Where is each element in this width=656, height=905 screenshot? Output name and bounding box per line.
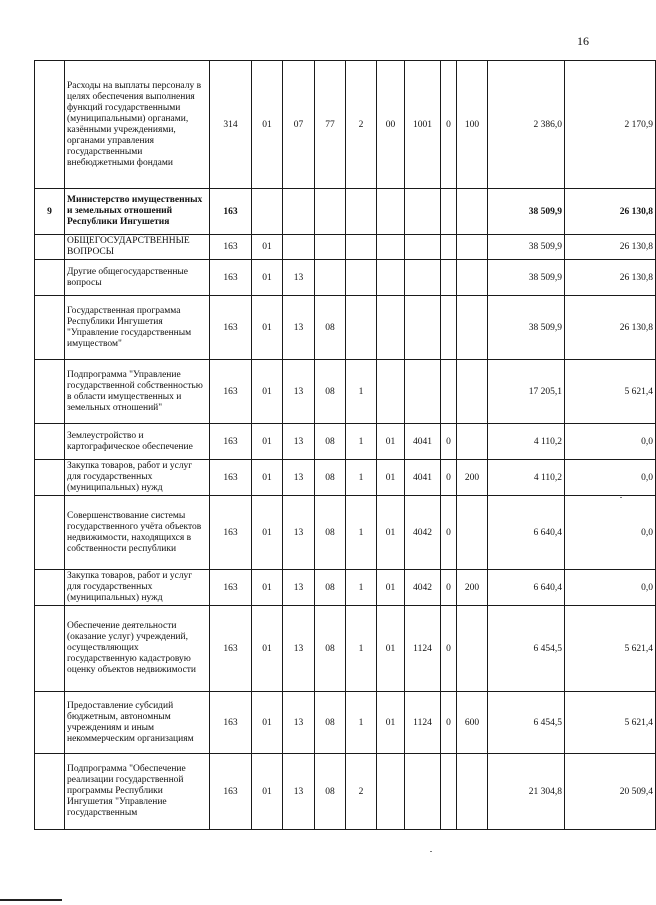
table-row	[35, 424, 656, 460]
code-subsection: 13	[283, 692, 315, 754]
code-section: 01	[252, 460, 283, 496]
code-subsection: 13	[283, 460, 315, 496]
amount-plan: 6 454,5	[488, 692, 565, 754]
row-description: Другие общегосударственные вопросы	[65, 260, 210, 296]
code-ministry: 163	[210, 235, 252, 260]
code-ministry: 163	[210, 189, 252, 235]
amount-plan: 6 640,4	[488, 496, 565, 570]
amount-executed: 0,0	[565, 570, 656, 606]
code-event: 01	[377, 606, 405, 692]
code-direction	[405, 754, 441, 830]
code-extra: 0	[441, 61, 457, 189]
code-program: 08	[315, 570, 346, 606]
code-section: 01	[252, 235, 283, 260]
code-ministry: 314	[210, 61, 252, 189]
row-description: Землеустройство и картографическое обеспечение	[65, 424, 210, 460]
code-section: 01	[252, 496, 283, 570]
row-number	[35, 360, 65, 424]
code-extra	[441, 260, 457, 296]
scan-speck	[620, 497, 622, 498]
amount-plan: 4 110,2	[488, 424, 565, 460]
code-event	[377, 754, 405, 830]
amount-plan: 4 110,2	[488, 460, 565, 496]
code-subprogram: 1	[346, 424, 377, 460]
code-extra: 0	[441, 606, 457, 692]
code-ministry: 163	[210, 496, 252, 570]
code-ministry: 163	[210, 692, 252, 754]
code-expense-type: 200	[457, 460, 488, 496]
code-program: 08	[315, 754, 346, 830]
code-program: 08	[315, 496, 346, 570]
code-subsection: 13	[283, 496, 315, 570]
code-ministry: 163	[210, 260, 252, 296]
page-edge-line	[0, 899, 62, 901]
code-ministry: 163	[210, 754, 252, 830]
code-ministry: 163	[210, 460, 252, 496]
code-event: 01	[377, 424, 405, 460]
amount-plan: 21 304,8	[488, 754, 565, 830]
row-description: Обеспечение деятельности (оказание услуг) учреждений, осуществляющих государственную кадастровую оценку объектов недвижимости	[65, 606, 210, 692]
code-subprogram	[346, 296, 377, 360]
amount-plan: 38 509,9	[488, 296, 565, 360]
code-section: 01	[252, 260, 283, 296]
amount-executed: 0,0	[565, 460, 656, 496]
code-direction: 1001	[405, 61, 441, 189]
code-event	[377, 189, 405, 235]
table-row	[35, 260, 656, 296]
table-row	[35, 235, 656, 260]
code-subsection: 13	[283, 424, 315, 460]
code-direction: 4042	[405, 496, 441, 570]
code-event	[377, 360, 405, 424]
code-section: 01	[252, 296, 283, 360]
amount-executed: 26 130,8	[565, 189, 656, 235]
code-section: 01	[252, 606, 283, 692]
code-direction: 1124	[405, 606, 441, 692]
amount-plan: 38 509,9	[488, 235, 565, 260]
code-program: 08	[315, 296, 346, 360]
amount-executed: 5 621,4	[565, 360, 656, 424]
code-event: 01	[377, 460, 405, 496]
code-direction	[405, 296, 441, 360]
code-subsection: 13	[283, 754, 315, 830]
code-extra	[441, 189, 457, 235]
code-subsection	[283, 235, 315, 260]
code-subprogram: 2	[346, 61, 377, 189]
code-extra	[441, 235, 457, 260]
code-direction	[405, 260, 441, 296]
code-subsection	[283, 189, 315, 235]
amount-executed: 0,0	[565, 496, 656, 570]
code-program: 08	[315, 360, 346, 424]
code-direction: 1124	[405, 692, 441, 754]
code-direction	[405, 235, 441, 260]
code-section: 01	[252, 61, 283, 189]
row-description: Закупка товаров, работ и услуг для государственных (муниципальных) нужд	[65, 460, 210, 496]
code-extra: 0	[441, 460, 457, 496]
code-program	[315, 260, 346, 296]
code-expense-type	[457, 754, 488, 830]
code-event	[377, 235, 405, 260]
code-program: 08	[315, 692, 346, 754]
row-number	[35, 570, 65, 606]
code-ministry: 163	[210, 606, 252, 692]
row-description: Совершенствование системы государственного учёта объектов недвижимости, находящихся в собственности республики	[65, 496, 210, 570]
table-row	[35, 61, 656, 189]
amount-executed: 26 130,8	[565, 296, 656, 360]
row-number	[35, 296, 65, 360]
row-number	[35, 606, 65, 692]
code-program: 08	[315, 460, 346, 496]
amount-plan: 6 454,5	[488, 606, 565, 692]
code-extra	[441, 296, 457, 360]
code-extra: 0	[441, 570, 457, 606]
budget-table	[34, 60, 656, 830]
code-event: 01	[377, 692, 405, 754]
code-ministry: 163	[210, 570, 252, 606]
code-section	[252, 189, 283, 235]
code-extra	[441, 360, 457, 424]
row-description: Подпрограмма "Управление государственной собственностью в области имущественных и земельных отношений"	[65, 360, 210, 424]
code-subprogram: 1	[346, 360, 377, 424]
amount-plan: 38 509,9	[488, 189, 565, 235]
code-section: 01	[252, 754, 283, 830]
row-number	[35, 61, 65, 189]
code-expense-type: 200	[457, 570, 488, 606]
code-program	[315, 235, 346, 260]
code-subprogram	[346, 235, 377, 260]
code-subsection: 13	[283, 296, 315, 360]
row-description: Подпрограмма "Обеспечение реализации государственной программы Республики Ингушетия "Управление государственным	[65, 754, 210, 830]
table-row	[35, 296, 656, 360]
code-subprogram: 1	[346, 496, 377, 570]
row-description: Государственная программа Республики Ингушетия "Управление государственным имуществом"	[65, 296, 210, 360]
code-direction: 4042	[405, 570, 441, 606]
code-program: 08	[315, 606, 346, 692]
table-row	[35, 360, 656, 424]
code-event: 00	[377, 61, 405, 189]
code-extra: 0	[441, 424, 457, 460]
row-description: ОБЩЕГОСУДАРСТВЕННЫЕ ВОПРОСЫ	[65, 235, 210, 260]
code-subsection: 07	[283, 61, 315, 189]
amount-executed: 26 130,8	[565, 260, 656, 296]
code-subprogram	[346, 189, 377, 235]
code-extra: 0	[441, 692, 457, 754]
code-subprogram	[346, 260, 377, 296]
code-event	[377, 260, 405, 296]
row-number: 9	[35, 189, 65, 235]
code-subprogram: 2	[346, 754, 377, 830]
row-number	[35, 260, 65, 296]
page-number: 16	[577, 34, 589, 48]
amount-executed: 20 509,4	[565, 754, 656, 830]
code-event: 01	[377, 570, 405, 606]
code-event: 01	[377, 496, 405, 570]
code-event	[377, 296, 405, 360]
code-direction: 4041	[405, 460, 441, 496]
code-expense-type	[457, 606, 488, 692]
amount-executed: 0,0	[565, 424, 656, 460]
table-row	[35, 606, 656, 692]
code-ministry: 163	[210, 360, 252, 424]
amount-executed: 5 621,4	[565, 692, 656, 754]
table-row	[35, 189, 656, 235]
row-number	[35, 235, 65, 260]
code-direction	[405, 189, 441, 235]
code-subsection: 13	[283, 570, 315, 606]
code-expense-type	[457, 296, 488, 360]
code-program: 08	[315, 424, 346, 460]
code-subprogram: 1	[346, 570, 377, 606]
code-expense-type	[457, 235, 488, 260]
code-subprogram: 1	[346, 692, 377, 754]
code-section: 01	[252, 360, 283, 424]
code-subprogram: 1	[346, 460, 377, 496]
amount-plan: 38 509,9	[488, 260, 565, 296]
table-row	[35, 570, 656, 606]
code-extra: 0	[441, 496, 457, 570]
scan-speck	[430, 851, 432, 852]
code-subsection: 13	[283, 260, 315, 296]
table-row	[35, 692, 656, 754]
code-expense-type: 600	[457, 692, 488, 754]
table-row	[35, 754, 656, 830]
code-expense-type: 100	[457, 61, 488, 189]
code-program: 77	[315, 61, 346, 189]
amount-plan: 2 386,0	[488, 61, 565, 189]
code-subprogram: 1	[346, 606, 377, 692]
code-expense-type	[457, 260, 488, 296]
code-subsection: 13	[283, 606, 315, 692]
code-section: 01	[252, 692, 283, 754]
row-number	[35, 754, 65, 830]
code-direction: 4041	[405, 424, 441, 460]
code-ministry: 163	[210, 424, 252, 460]
amount-executed: 5 621,4	[565, 606, 656, 692]
amount-executed: 2 170,9	[565, 61, 656, 189]
row-description: Министерство имущественных и земельных отношений Республики Ингушетия	[65, 189, 210, 235]
table-row	[35, 460, 656, 496]
row-description: Предоставление субсидий бюджетным, автономным учреждениям и иным некоммерческим организациям	[65, 692, 210, 754]
code-expense-type	[457, 189, 488, 235]
row-description: Расходы на выплаты персоналу в целях обеспечения выполнения функций государственными (муниципальными) органами, казёнными учреждениями, органами управления государственными внебюджетными фондами	[65, 61, 210, 189]
row-number	[35, 496, 65, 570]
code-subsection: 13	[283, 360, 315, 424]
row-number	[35, 424, 65, 460]
row-number	[35, 460, 65, 496]
code-direction	[405, 360, 441, 424]
amount-plan: 17 205,1	[488, 360, 565, 424]
amount-executed: 26 130,8	[565, 235, 656, 260]
code-expense-type	[457, 496, 488, 570]
code-section: 01	[252, 424, 283, 460]
code-program	[315, 189, 346, 235]
code-expense-type	[457, 424, 488, 460]
amount-plan: 6 640,4	[488, 570, 565, 606]
row-number	[35, 692, 65, 754]
code-extra	[441, 754, 457, 830]
code-section: 01	[252, 570, 283, 606]
code-ministry: 163	[210, 296, 252, 360]
table-row	[35, 496, 656, 570]
code-expense-type	[457, 360, 488, 424]
row-description: Закупка товаров, работ и услуг для государственных (муниципальных) нужд	[65, 570, 210, 606]
